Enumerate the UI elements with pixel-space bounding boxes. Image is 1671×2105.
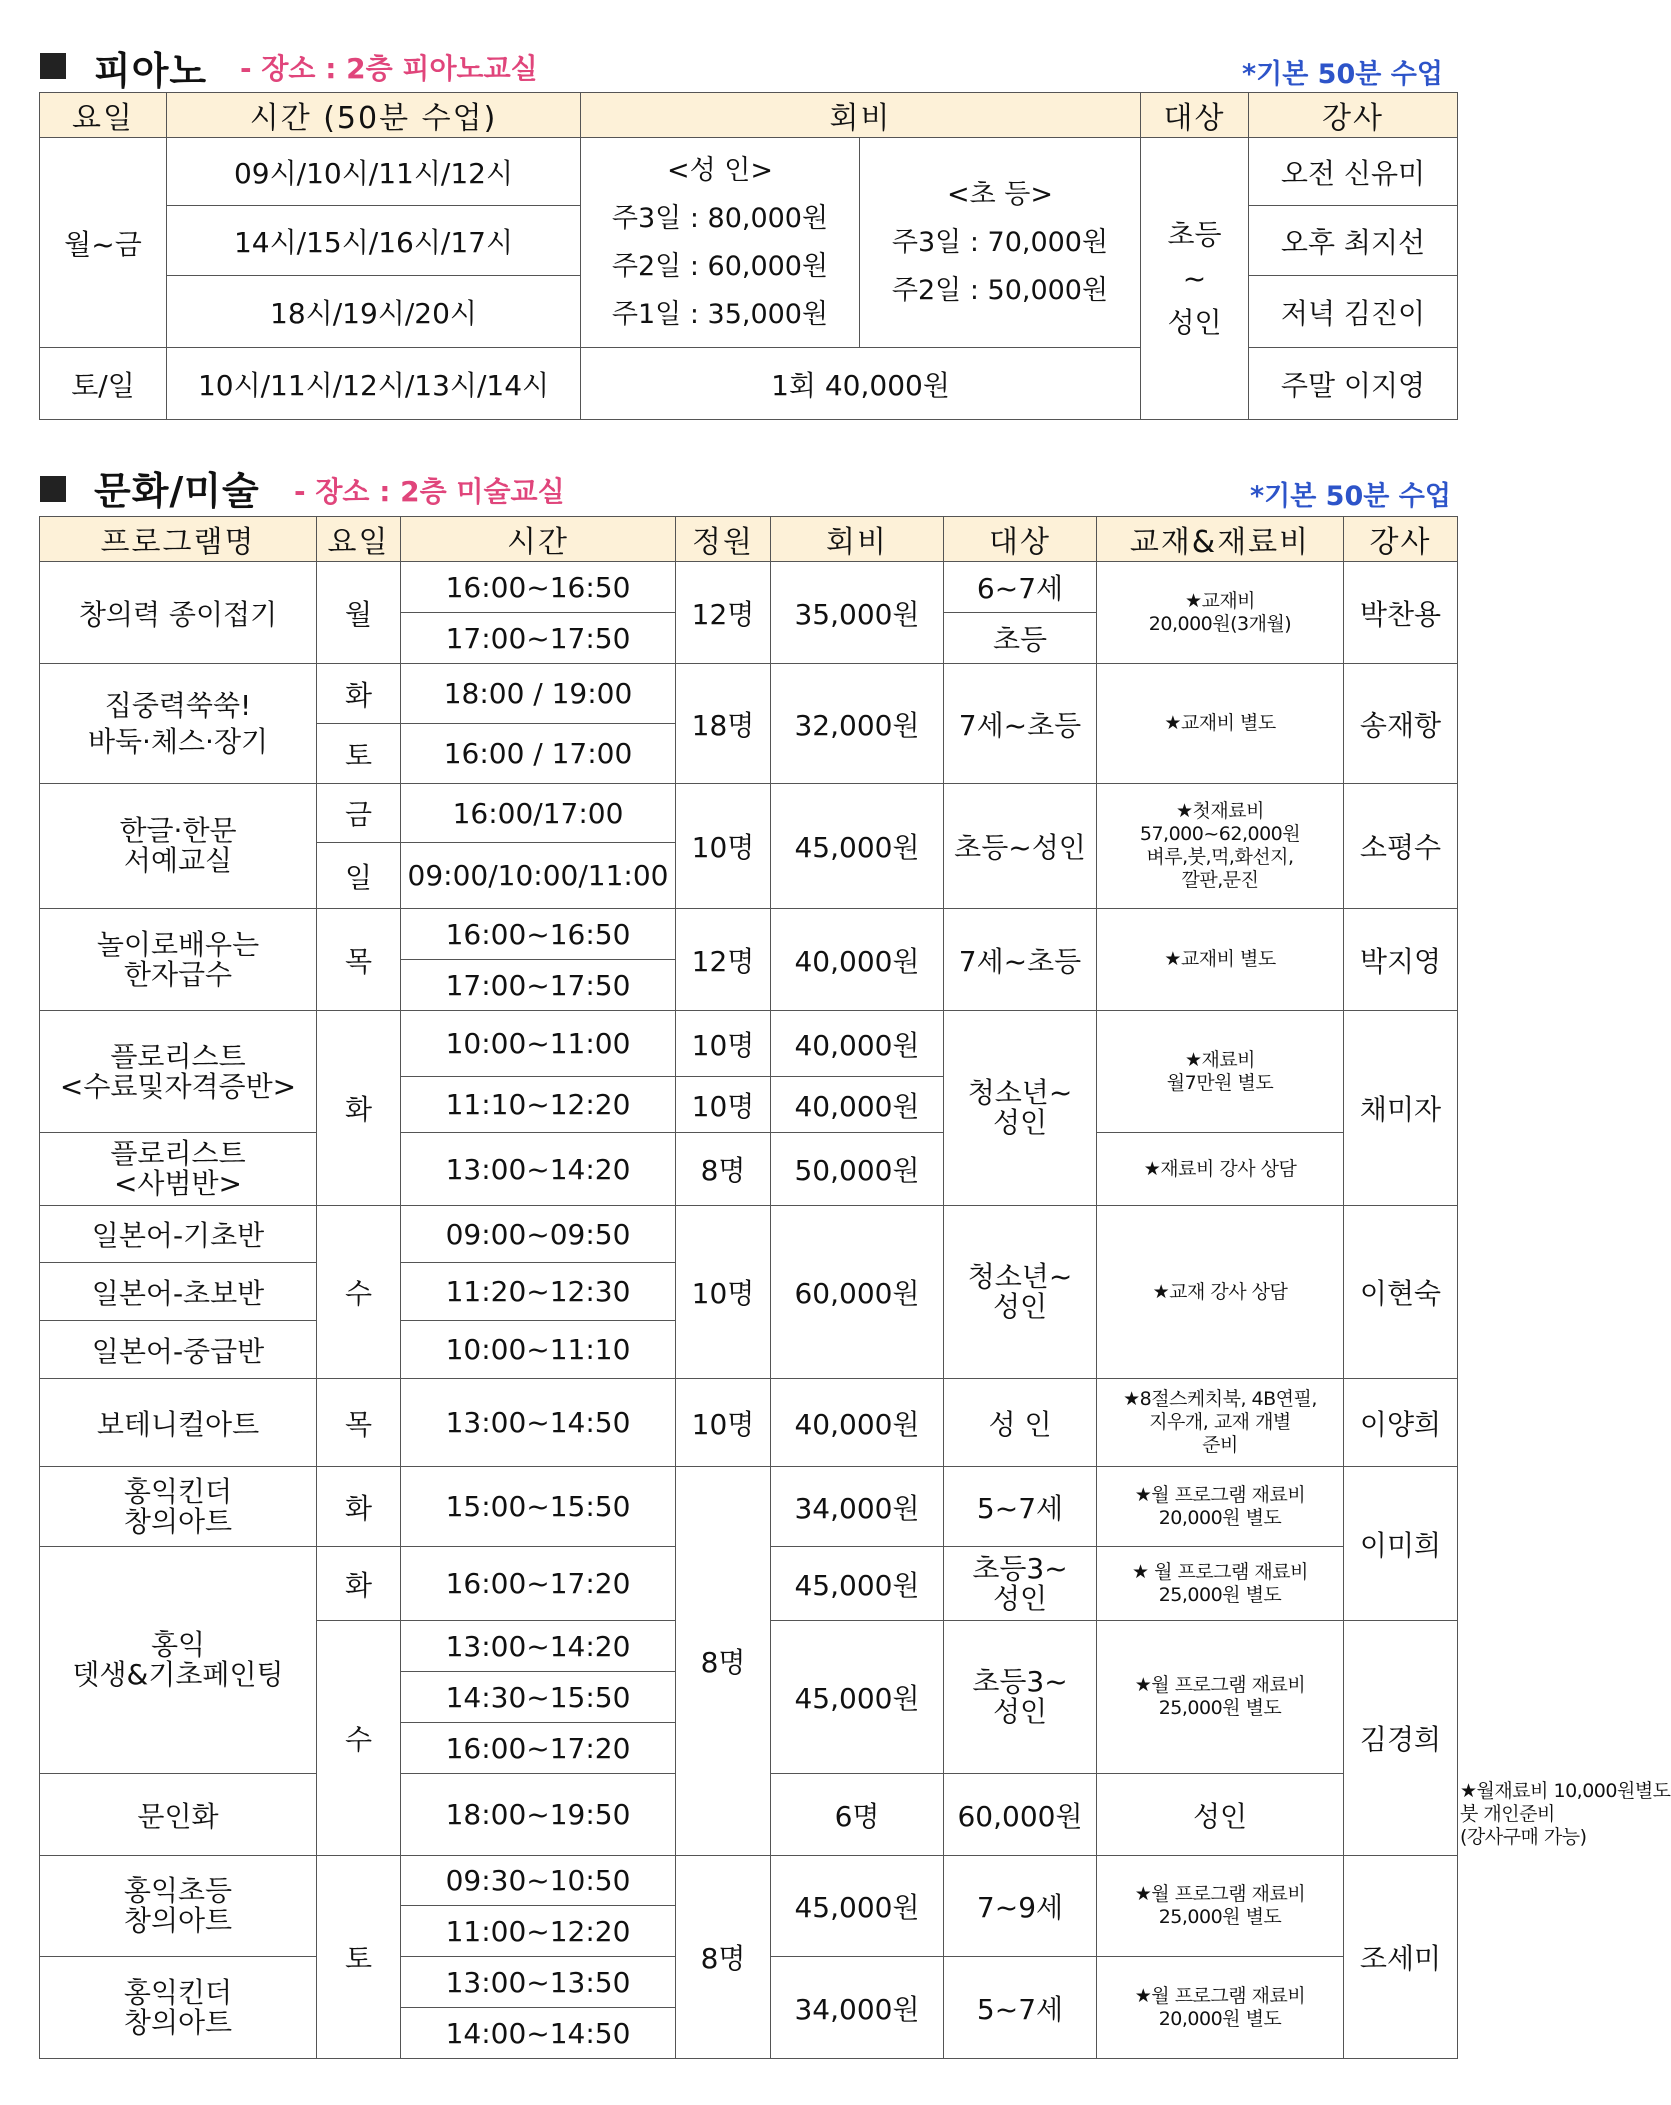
header-materials: 교재&재료비 <box>1097 517 1344 562</box>
program-name: 집중력쑥쑥! 바둑·체스·장기 <box>40 664 317 784</box>
time-cell: 11:10~12:20 <box>401 1077 676 1133</box>
square-bullet-icon <box>40 476 66 502</box>
teacher-cell: 박지영 <box>1344 909 1458 1011</box>
program-name: 일본어-중급반 <box>40 1321 317 1379</box>
day-cell: 금 <box>317 784 401 843</box>
capacity-cell: 10명 <box>676 1011 771 1077</box>
square-bullet-icon <box>40 53 66 79</box>
header-target: 대상 <box>1141 93 1249 138</box>
capacity-cell: 18명 <box>676 664 771 784</box>
capacity-cell: 10명 <box>676 1077 771 1133</box>
time-cell: 13:00~14:50 <box>401 1379 676 1467</box>
header-day: 요일 <box>317 517 401 562</box>
time-cell: 09:00/10:00/11:00 <box>401 843 676 909</box>
teacher-cell: 김경희 <box>1344 1621 1458 1856</box>
capacity-cell: 6명 <box>771 1774 944 1856</box>
target-cell: 초등 <box>944 613 1097 664</box>
location-label: - 장소 : 2층 미술교실 <box>294 475 565 508</box>
child-fee-cell: <초 등> 주3일 : 70,000원 주2일 : 50,000원 <box>860 138 1141 348</box>
fee-cell: 45,000원 <box>771 1621 944 1774</box>
target-cell: 초등 ~ 성인 <box>1141 138 1249 420</box>
target-cell: 5~7세 <box>944 1957 1097 2059</box>
capacity-cell: 8명 <box>676 1133 771 1206</box>
time-cell: 16:00/17:00 <box>401 784 676 843</box>
weekend-fee-cell: 1회 40,000원 <box>581 348 1141 420</box>
time-cell: 11:00~12:20 <box>401 1906 676 1957</box>
time-cell: 18:00~19:50 <box>401 1774 676 1856</box>
target-cell: 7세~초등 <box>944 909 1097 1011</box>
teacher-cell: 조세미 <box>1344 1856 1458 2059</box>
fee-cell: 34,000원 <box>771 1957 944 2059</box>
header-teacher: 강사 <box>1249 93 1458 138</box>
header-teacher: 강사 <box>1344 517 1458 562</box>
time-cell: 11:20~12:30 <box>401 1263 676 1321</box>
time-slot: 09시/10시/11시/12시 <box>167 138 581 206</box>
day-cell: 토 <box>317 1856 401 2059</box>
fee-cell: 45,000원 <box>771 1547 944 1621</box>
fee-cell: 60,000원 <box>771 1206 944 1379</box>
time-slot: 10시/11시/12시/13시/14시 <box>167 348 581 420</box>
day-cell: 화 <box>317 1467 401 1547</box>
materials-cell: ★첫재료비 57,000~62,000원 벼루,붓,먹,화선지, 깔판,문진 <box>1097 784 1344 909</box>
fee-cell: 45,000원 <box>771 1856 944 1957</box>
program-name: 홍익킨더 창의아트 <box>40 1957 317 2059</box>
materials-cell: ★ 월 프로그램 재료비 25,000원 별도 <box>1097 1547 1344 1621</box>
program-name: 문인화 <box>40 1774 317 1856</box>
program-name: 일본어-기초반 <box>40 1206 317 1263</box>
teacher-cell: 이현숙 <box>1344 1206 1458 1379</box>
day-cell: 화 <box>317 1011 401 1206</box>
teacher-cell: 이양희 <box>1344 1379 1458 1467</box>
fee-cell: 35,000원 <box>771 562 944 664</box>
header-fee: 회비 <box>771 517 944 562</box>
fee-cell: 40,000원 <box>771 1379 944 1467</box>
fee-cell: 34,000원 <box>771 1467 944 1547</box>
materials-cell: ★재료비 강사 상담 <box>1097 1133 1344 1206</box>
program-name: 놀이로배우는 한자급수 <box>40 909 317 1011</box>
time-cell: 18:00 / 19:00 <box>401 664 676 724</box>
teacher-cell: 소평수 <box>1344 784 1458 909</box>
section-title: 피아노 <box>94 49 208 93</box>
program-name: 한글·한문 서예교실 <box>40 784 317 909</box>
header-time: 시간 <box>401 517 676 562</box>
capacity-cell: 10명 <box>676 1379 771 1467</box>
time-cell: 16:00~17:20 <box>401 1547 676 1621</box>
materials-cell: ★교재비 별도 <box>1097 664 1344 784</box>
program-name: 플로리스트 <사범반> <box>40 1133 317 1206</box>
time-cell: 14:00~14:50 <box>401 2008 676 2059</box>
materials-cell: ★월 프로그램 재료비 25,000원 별도 <box>1097 1856 1344 1957</box>
program-name: 일본어-초보반 <box>40 1263 317 1321</box>
class-note: *기본 50분 수업 <box>1250 481 1451 512</box>
time-cell: 13:00~14:20 <box>401 1133 676 1206</box>
time-cell: 09:30~10:50 <box>401 1856 676 1906</box>
weekday-cell: 월~금 <box>40 138 167 348</box>
teacher-cell: 오후 최지선 <box>1249 206 1458 276</box>
capacity-cell: 8명 <box>676 1856 771 2059</box>
fee-cell: 40,000원 <box>771 909 944 1011</box>
materials-cell: ★교재비 20,000원(3개월) <box>1097 562 1344 664</box>
time-cell: 13:00~13:50 <box>401 1957 676 2008</box>
header-time: 시간 (50분 수업) <box>167 93 581 138</box>
day-cell: 화 <box>317 664 401 724</box>
target-cell: 청소년~ 성인 <box>944 1011 1097 1206</box>
art-table: 프로그램명 요일 시간 정원 회비 대상 교재&재료비 강사 창의력 종이접기 월 16:00~16:50 12명 35,000원 6~7세 ★교재비 20,000원(3개월) 박찬용 17:00~17:50 초등 집중력쑥쑥! 바둑·체스·장기 화 18:00 / 19:00 18명 32,000원 7세~초등 ★교재비 별도 송재항 토 16:00 / 17:00 한글·한문 서예교실 금 16:00/17:00 10명 45,000원 초등~성인 ★첫재료비 57,000~62,000원 벼루,붓,먹,화선지, 깔판,문진 소평수 일 09:00/10:00/11:00 놀이로배우는 한자급수 목 16:00~16:50 12명 40,000원 7세~초등 ★교재비 별도 박지영 17:00~17:50 플로리스트 <수료및자격증반> 화 10:00~11:00 10명 40,000원 청소년~ 성인 ★재료비 월7만원 별도 채미자 11:10~12:20 10명 40,000원 플로리스트 <사범반> 13:00~14:20 8명 50,000원 ★재료비 강사 상담 일본어-기초반 수 09:00~09:50 10명 60,000원 청소년~ 성인 ★교재 강사 상담 이현숙 일본어-초보반 11:20~12:30 일본어-중급반 10:00~11:10 보테니컬아트 목 13:00~14:50 10명 40,000원 성 인 ★8절스케치북, 4B연필, 지우개, 교재 개별 준비 이양희 홍익킨더 창의아트 화 15:00~15:50 8명 34,000원 5~7세 ★월 프로그램 재료비 20,000원 별도 이미희 홍익 뎃생&기초페인팅 화 16:00~17:20 45,000원 초등3~ 성인 ★ 월 프로그램 재료비 25,000원 별도 수 13:00~14:20 45,000원 초등3~ 성인 ★월 프로그램 재료비 25,000원 별도 김경희 14:30~15:50 16:00~17:20 문인화 18:00~19:50 6명 60,000원 성인 ★월재료비 10,000원별도 붓 개인준비 (강사구매 가능) 홍익초등 창의아트 토 09:30~10:50 8명 45,000원 7~9세 ★월 프로그램 재료비 25,000원 별도 조세미 11:00~12:20 홍익킨더 창의아트 13:00~13:50 34,000원 5~7세 ★월 프로그램 재료비 20,000원 별도 14:00~14:50 <box>39 516 1458 2059</box>
teacher-cell: 저녁 김진이 <box>1249 276 1458 348</box>
time-cell: 09:00~09:50 <box>401 1206 676 1263</box>
header-target: 대상 <box>944 517 1097 562</box>
target-cell: 초등~성인 <box>944 784 1097 909</box>
teacher-cell: 오전 신유미 <box>1249 138 1458 206</box>
program-name: 홍익 뎃생&기초페인팅 <box>40 1547 317 1774</box>
target-cell: 청소년~ 성인 <box>944 1206 1097 1379</box>
class-note: *기본 50분 수업 <box>1242 59 1443 90</box>
time-slot: 14시/15시/16시/17시 <box>167 206 581 276</box>
day-cell: 화 <box>317 1547 401 1621</box>
fee-cell: 60,000원 <box>944 1774 1097 1856</box>
day-cell: 일 <box>317 843 401 909</box>
time-cell: 14:30~15:50 <box>401 1672 676 1723</box>
fee-cell: 50,000원 <box>771 1133 944 1206</box>
day-cell: 월 <box>317 562 401 664</box>
header-capacity: 정원 <box>676 517 771 562</box>
time-cell: 16:00~16:50 <box>401 909 676 960</box>
program-name: 홍익초등 창의아트 <box>40 1856 317 1957</box>
program-name: 홍익킨더 창의아트 <box>40 1467 317 1547</box>
program-name: 창의력 종이접기 <box>40 562 317 664</box>
materials-cell: ★월 프로그램 재료비 20,000원 별도 <box>1097 1467 1344 1547</box>
day-cell: 수 <box>317 1206 401 1379</box>
capacity-cell: 12명 <box>676 562 771 664</box>
target-cell: 초등3~ 성인 <box>944 1547 1097 1621</box>
capacity-cell: 10명 <box>676 784 771 909</box>
materials-cell: ★교재비 별도 <box>1097 909 1344 1011</box>
header-day: 요일 <box>40 93 167 138</box>
materials-cell: ★8절스케치북, 4B연필, 지우개, 교재 개별 준비 <box>1097 1379 1344 1467</box>
time-slot: 18시/19시/20시 <box>167 276 581 348</box>
time-cell: 10:00~11:10 <box>401 1321 676 1379</box>
teacher-cell: 주말 이지영 <box>1249 348 1458 420</box>
materials-cell: ★월 프로그램 재료비 25,000원 별도 <box>1097 1621 1344 1774</box>
program-name: 보테니컬아트 <box>40 1379 317 1467</box>
teacher-cell: 이미희 <box>1344 1467 1458 1621</box>
time-cell: 17:00~17:50 <box>401 960 676 1011</box>
capacity-cell: 8명 <box>676 1467 771 1856</box>
target-cell: 성 인 <box>944 1379 1097 1467</box>
location-label: - 장소 : 2층 피아노교실 <box>240 52 538 85</box>
teacher-cell: 박찬용 <box>1344 562 1458 664</box>
target-cell: 성인 <box>1097 1774 1344 1856</box>
capacity-cell: 12명 <box>676 909 771 1011</box>
time-cell: 16:00 / 17:00 <box>401 724 676 784</box>
target-cell: 7~9세 <box>944 1856 1097 1957</box>
header-fee: 회비 <box>581 93 1141 138</box>
time-cell: 15:00~15:50 <box>401 1467 676 1547</box>
target-cell: 5~7세 <box>944 1467 1097 1547</box>
header-program: 프로그램명 <box>40 517 317 562</box>
time-cell: 16:00~16:50 <box>401 562 676 613</box>
teacher-cell: 채미자 <box>1344 1011 1458 1206</box>
fee-cell: 32,000원 <box>771 664 944 784</box>
program-name: 플로리스트 <수료및자격증반> <box>40 1011 317 1133</box>
adult-fee-cell: <성 인> 주3일 : 80,000원 주2일 : 60,000원 주1일 : 35,000원 <box>581 138 860 348</box>
section-title: 문화/미술 <box>94 469 260 513</box>
materials-cell: ★교재 강사 상담 <box>1097 1206 1344 1379</box>
materials-cell: ★재료비 월7만원 별도 <box>1097 1011 1344 1133</box>
piano-table <box>39 92 1458 420</box>
time-cell: 16:00~17:20 <box>401 1723 676 1774</box>
target-cell: 초등3~ 성인 <box>944 1621 1097 1774</box>
time-cell: 10:00~11:00 <box>401 1011 676 1077</box>
day-cell: 수 <box>317 1621 401 1856</box>
day-cell: 목 <box>317 1379 401 1467</box>
materials-cell: ★월 프로그램 재료비 20,000원 별도 <box>1097 1957 1344 2059</box>
time-cell: 17:00~17:50 <box>401 613 676 664</box>
capacity-cell: 10명 <box>676 1206 771 1379</box>
target-cell: 7세~초등 <box>944 664 1097 784</box>
target-cell: 6~7세 <box>944 562 1097 613</box>
teacher-cell: 송재항 <box>1344 664 1458 784</box>
fee-cell: 40,000원 <box>771 1077 944 1133</box>
fee-cell: 45,000원 <box>771 784 944 909</box>
day-cell: 목 <box>317 909 401 1011</box>
weekend-cell: 토/일 <box>40 348 167 420</box>
day-cell: 토 <box>317 724 401 784</box>
time-cell: 13:00~14:20 <box>401 1621 676 1672</box>
fee-cell: 40,000원 <box>771 1011 944 1077</box>
